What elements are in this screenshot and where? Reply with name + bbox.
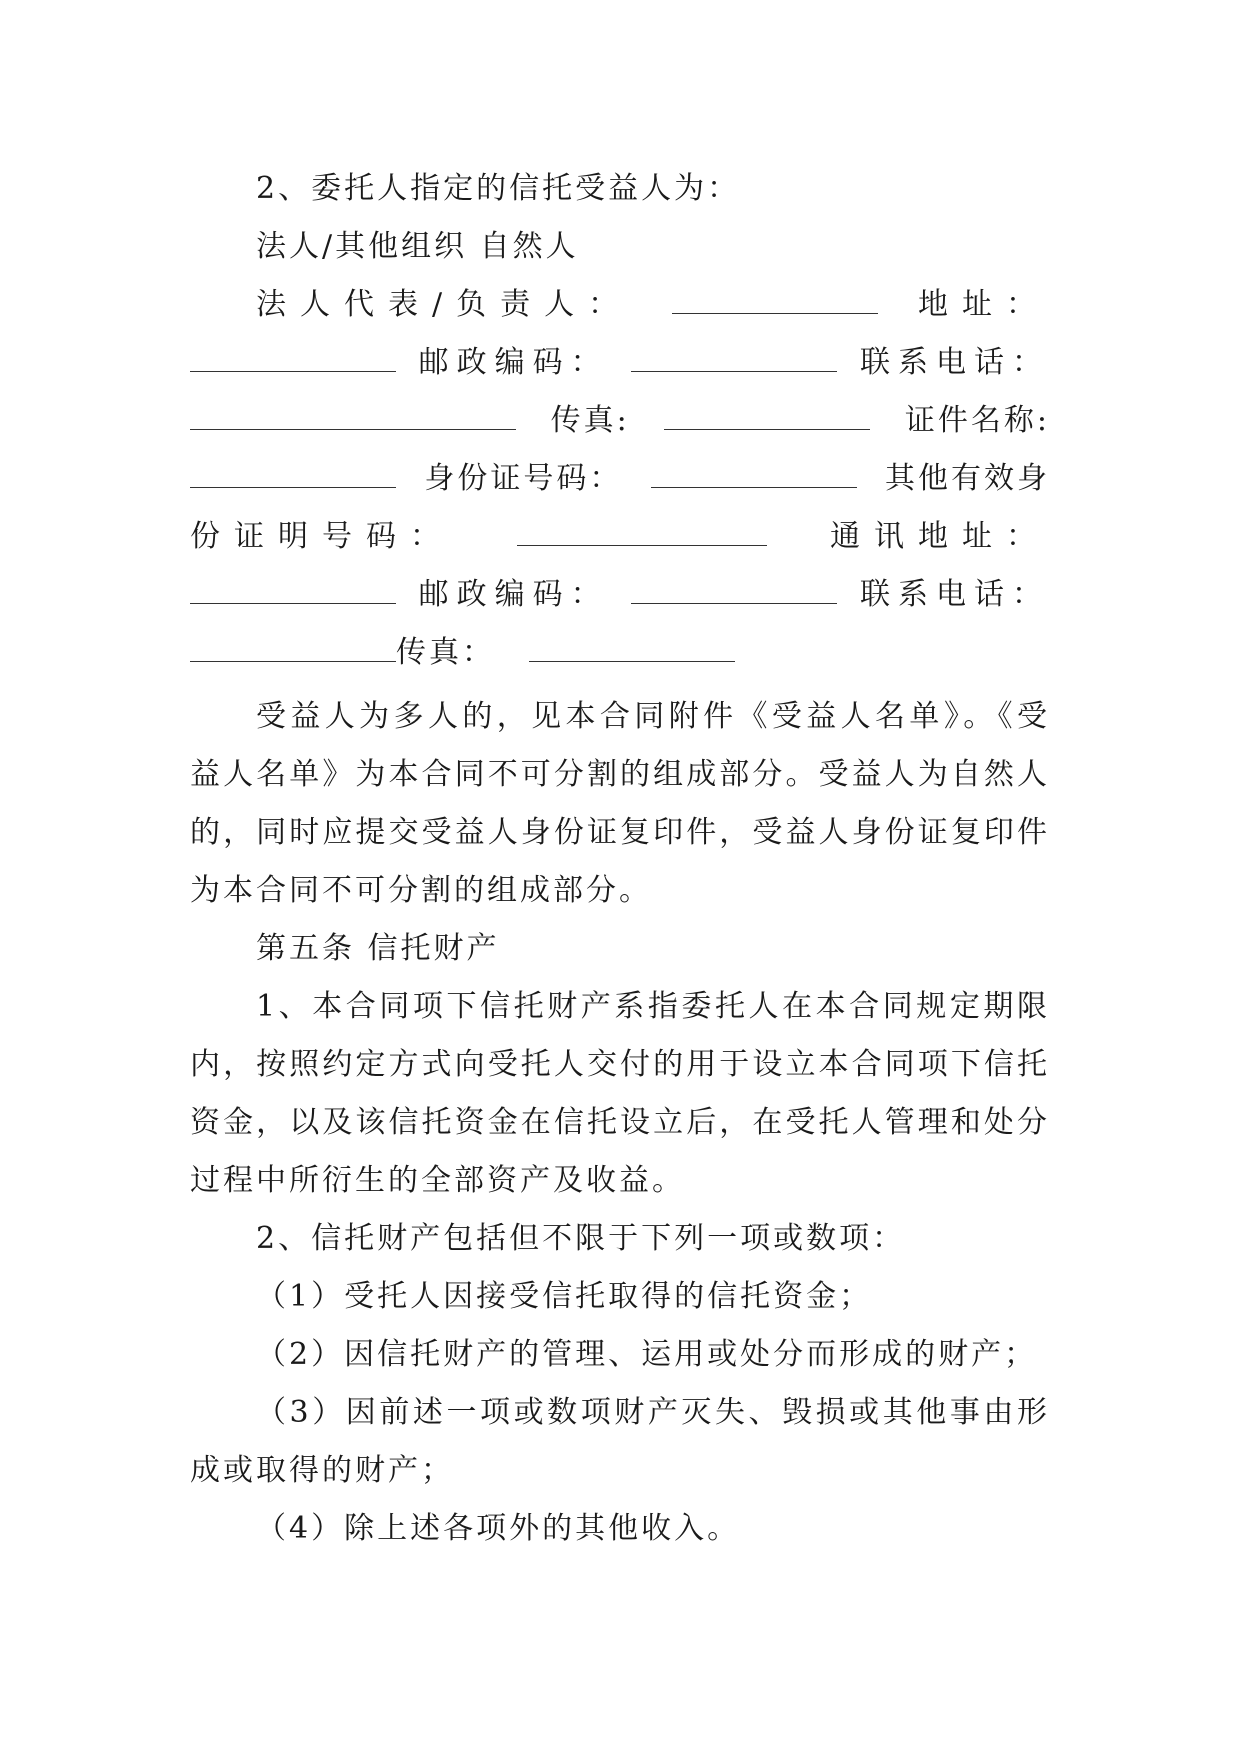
- trust-property-definition: 1、本合同项下信托财产系指委托人在本合同规定期限内，按照约定方式向受托人交付的用于设立本合同项下信托资金，以及该信托资金在信托设立后，在受托人管理和处分过程中所衍生的全部资产及收益。: [190, 989, 1050, 1198]
- fax-blank-2[interactable]: [529, 637, 735, 662]
- field-row-idno: [190, 450, 1050, 508]
- field-row-postcode-2: [190, 566, 1050, 624]
- beneficiary-heading: 2、委托人指定的信托受益人为：: [256, 171, 741, 206]
- phone-blank-1[interactable]: [190, 405, 516, 430]
- trust-property-item-4: （4）除上述各项外的其他收入。: [256, 1511, 741, 1546]
- mail-address-label: 通讯地址：: [830, 519, 1050, 554]
- field-row-postcode-1: [190, 334, 1050, 392]
- id-number-label: 身份证号码：: [424, 461, 623, 496]
- id-name-label: 证件名称:: [904, 403, 1050, 438]
- field-row-fax-2: [190, 624, 1050, 682]
- document-page: [190, 160, 1050, 1558]
- article-5-heading: 第五条 信托财产: [256, 931, 500, 966]
- postcode-label-2: 邮政编码：: [418, 577, 609, 612]
- address-label: 地址：: [917, 287, 1050, 322]
- postcode-blank-2[interactable]: [631, 579, 837, 604]
- postcode-blank-1[interactable]: [631, 347, 837, 372]
- fax-blank-1[interactable]: [664, 405, 870, 430]
- legal-rep-blank[interactable]: [672, 289, 878, 314]
- trust-property-includes: 2、信托财产包括但不限于下列一项或数项：: [256, 1221, 906, 1256]
- other-id-blank[interactable]: [517, 521, 767, 546]
- trust-property-item-1: （1）受托人因接受信托取得的信托资金；: [256, 1279, 873, 1314]
- trust-property-item-2: （2）因信托财产的管理、运用或处分而形成的财产；: [256, 1337, 1038, 1372]
- fax-label-1: 传真:: [550, 403, 630, 438]
- trust-property-item-3: （3）因前述一项或数项财产灭失、毁损或其他事由形成或取得的财产；: [190, 1395, 1050, 1488]
- postcode-label-1: 邮政编码：: [418, 345, 609, 380]
- other-id-label-end: 份证明号码：: [190, 519, 454, 554]
- beneficiary-list-paragraph: 受益人为多人的，见本合同附件《受益人名单》。《受益人名单》为本合同不可分割的组成部分。受益人为自然人的，同时应提交受益人身份证复印件，受益人身份证复印件为本合同不可分割的组成部分。: [190, 699, 1050, 908]
- field-row-legal-rep: [190, 276, 1050, 334]
- beneficiary-type: 法人/其他组织 自然人: [256, 229, 579, 264]
- legal-rep-label: 法人代表/负责人：: [256, 287, 633, 322]
- other-id-label-start: 其他有效身: [884, 461, 1050, 496]
- field-row-other-id: [190, 508, 1050, 566]
- phone-blank-2[interactable]: [190, 637, 396, 662]
- phone-label-1: 联系电话：: [859, 345, 1050, 380]
- id-number-blank[interactable]: [651, 463, 857, 488]
- fax-label-2: 传真：: [396, 635, 495, 670]
- address-blank[interactable]: [190, 347, 396, 372]
- id-name-blank[interactable]: [190, 463, 396, 488]
- mail-address-blank[interactable]: [190, 579, 396, 604]
- phone-label-2: 联系电话：: [859, 577, 1050, 612]
- field-row-fax-1: [190, 392, 1050, 450]
